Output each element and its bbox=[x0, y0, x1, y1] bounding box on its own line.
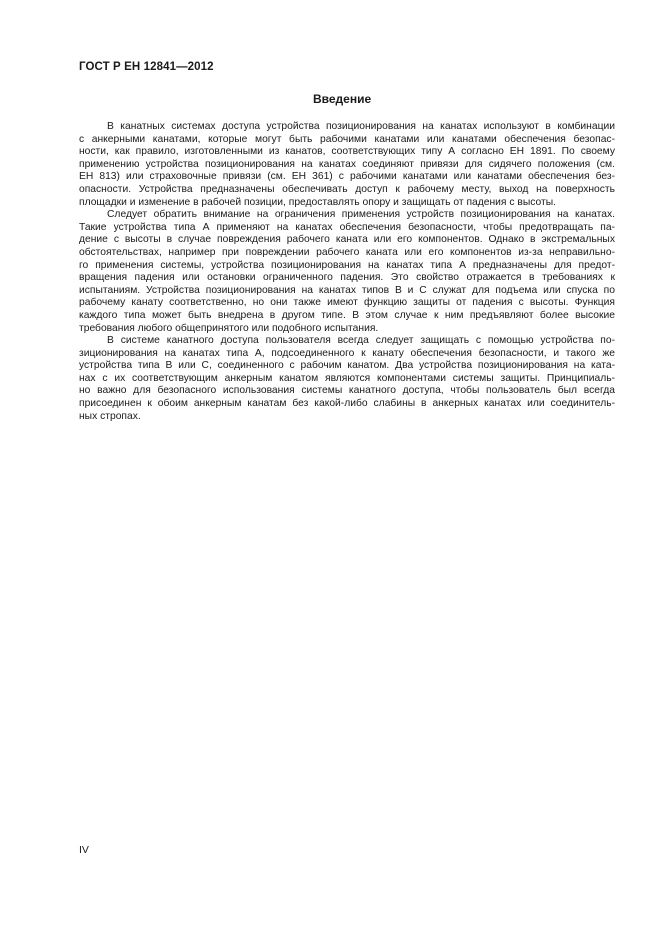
text-line: устройства типа В или С, соединенного с рабочим канатом. Два устройства позиционирования на ката- bbox=[79, 360, 615, 372]
section-title: Введение bbox=[313, 92, 372, 106]
text-line: присоединен к обоим анкерным канатам без какой-либо слабины в анкерных канатах или соединитель- bbox=[79, 398, 615, 410]
text-line: дение с высоты в случае повреждения рабочего каната или его компонентов. Однако в экстремальных bbox=[79, 234, 615, 246]
text-line: нах с их соответствующим анкерным канатом являются компонентами системы защиты. Принципиаль- bbox=[79, 372, 615, 384]
text-line: с анкерными канатами, которые могут быть рабочими канатами или канатами обеспечения безопас- bbox=[79, 133, 615, 145]
text-line: В системе канатного доступа пользователя всегда следует защищать с помощью устройства по- bbox=[107, 335, 615, 347]
text-line: рабочему канату соответственно, но они также имеют функцию защиты от падения с высоты. Функция bbox=[79, 297, 615, 309]
text-line: ных стропах. bbox=[79, 410, 141, 422]
text-line: В канатных системах доступа устройства позиционирования на канатах используют в комбинации bbox=[107, 121, 615, 132]
standard-header: ГОСТ Р ЕН 12841—2012 bbox=[79, 61, 214, 73]
text-line: но важно для безопасного использования системы канатного доступа, чтобы пользователь был всегда bbox=[79, 385, 615, 397]
text-line: применению устройства позиционирования на канатах соединяют привязи для сидячего положения (см. bbox=[79, 158, 615, 170]
text-line: Следует обратить внимание на ограничения применения устройств позиционирования на канатах. bbox=[107, 209, 615, 221]
introduction-text bbox=[79, 121, 615, 423]
text-line: каждого типа может быть внедрена в другом типе. В этом случае к ним предъявляют более высокие bbox=[79, 309, 615, 321]
text-line: вращения падения или остановки ограниченного падения. Это свойство отражается в требованиях к bbox=[79, 272, 615, 284]
page-number: IV bbox=[79, 844, 89, 856]
text-line: ЕН 813) или страховочные привязи (см. ЕН 361) с рабочими канатами или канатами обеспечения без- bbox=[79, 171, 615, 183]
text-line: испытаниям. Устройства позиционирования на канатах типов В и С служат для подъема или спуска по bbox=[79, 284, 615, 296]
text-line: опасности. Устройства предназначены обеспечивать доступ к рабочему месту, выход на поверхность bbox=[79, 183, 615, 195]
text-line: Такие устройства типа А применяют на канатах обеспечения безопасности, чтобы предотвращать па- bbox=[79, 221, 615, 233]
text-line: зиционирования на канатах типа А, подсоединенного к канату обеспечения безопасности, и такого же bbox=[79, 347, 615, 359]
text-line: площадки и изменение в рабочей позиции, предоставлять опору и защищать от падения с высоты. bbox=[79, 196, 556, 208]
text-line: требования любого общепринятого или подобного испытания. bbox=[79, 322, 379, 334]
text-line: го применения системы, устройства позиционирования на канатах типа А предназначены для предот- bbox=[79, 259, 615, 271]
text-line: ности, как правило, изготовленными из канатов, соответствующих типу А согласно ЕН 1891. По своему bbox=[79, 146, 615, 158]
text-line: обстоятельствах, например при повреждении рабочего каната или его компонентов из-за неправильно- bbox=[79, 246, 615, 258]
